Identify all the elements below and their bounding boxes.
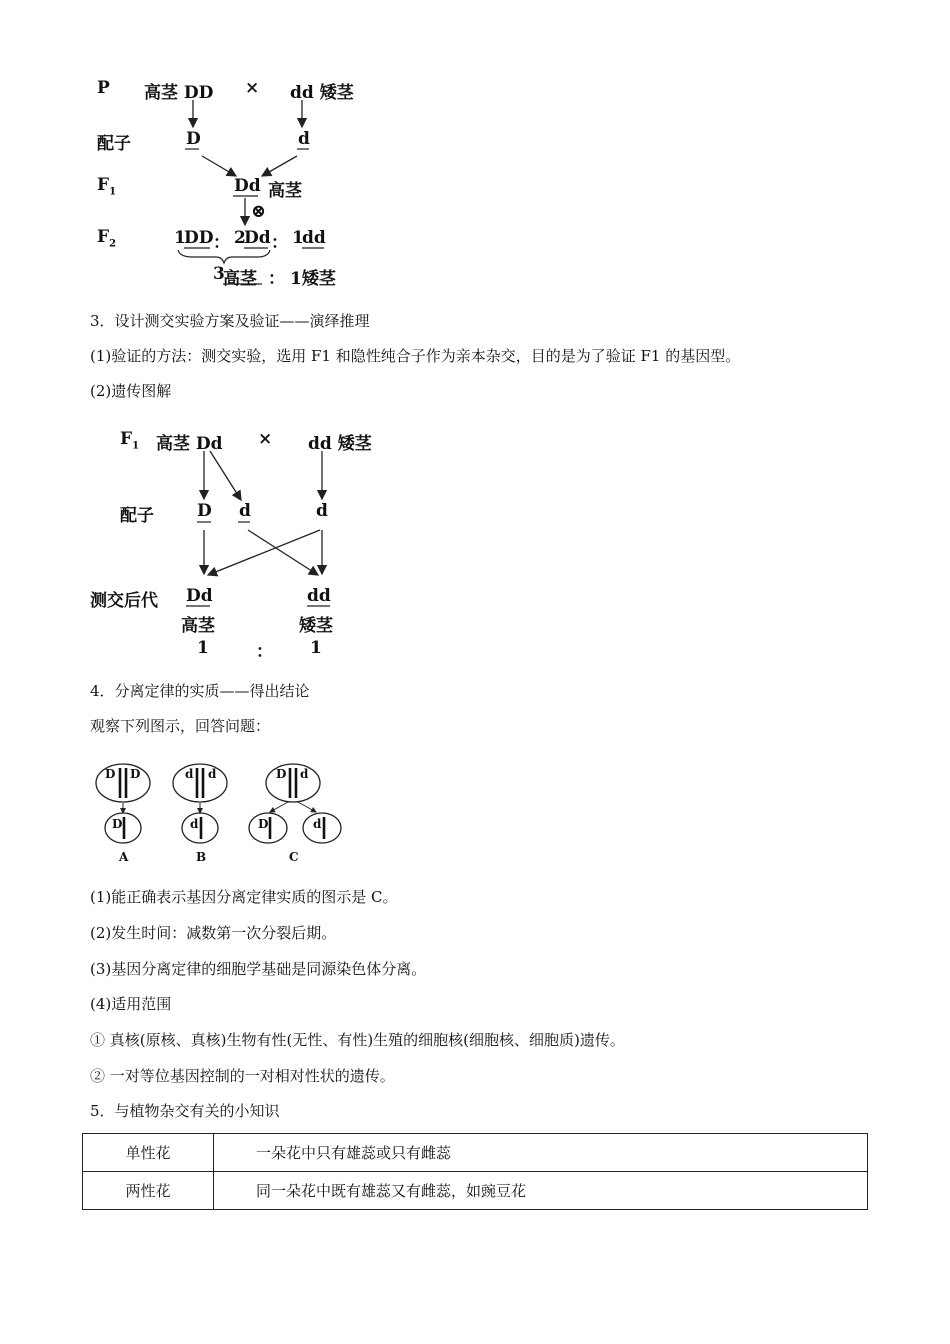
f1-sub: 1 (109, 186, 117, 198)
section-4-intro: 观察下列图示，回答问题： (90, 717, 271, 735)
section-3-heading: 3．设计测交实验方案及验证——演绎推理 (90, 312, 370, 330)
answer-1: (1)能正确表示基因分离定律实质的图示是 C。 (90, 888, 398, 906)
cell-A-bottom-allele: D (112, 817, 123, 831)
cell-C-bottom-right-allele: d (313, 817, 322, 831)
tc-cross-symbol: × (258, 429, 273, 449)
f2-genotype-dd: dd (302, 228, 326, 248)
tc-f1-label: $F_1$ (120, 429, 140, 452)
table-row (83, 1172, 868, 1210)
f2-n3: 1 (292, 228, 304, 248)
section-4-heading: 4．分离定律的实质——得出结论 (90, 682, 310, 700)
answer-3: (3)基因分离定律的细胞学基础是同源染色体分离。 (90, 960, 427, 978)
cell-B-bottom-allele: d (190, 817, 199, 831)
answer-4: (4)适用范围 (90, 995, 172, 1013)
tc-ratio-1: 1 (197, 638, 209, 658)
tc-offspring-1-genotype: Dd (186, 586, 213, 606)
table-row (83, 1134, 868, 1172)
cross-diagram-1-arrows (0, 0, 950, 300)
f2-n1: 1 (174, 228, 186, 248)
p-label: P (97, 78, 110, 98)
tc-right-parent: dd 矮茎 (308, 434, 372, 454)
tc-offspring-2-genotype: dd (307, 586, 331, 606)
tc-offspring-1-phenotype: 高茎 (181, 616, 215, 636)
f2-label: $F_2$ (97, 227, 117, 250)
gamete-left: D (186, 129, 201, 149)
tc-gamete-d-1: d (239, 501, 251, 521)
table-cell-term: 两性花 (83, 1172, 214, 1210)
cell-division-figure (90, 755, 360, 870)
cell-C-top-right-allele: d (300, 767, 309, 781)
tc-f1-sub: 1 (132, 440, 140, 452)
f2-n2: 2 (234, 228, 246, 248)
tc-gamete-d-2: d (316, 501, 328, 521)
table-cell-desc: 同一朵花中既有雄蕊又有雌蕊，如豌豆花 (214, 1172, 868, 1210)
answer-4-2: ② 一对等位基因控制的一对相对性状的遗传。 (90, 1067, 395, 1085)
f1-phenotype: 高茎 (268, 181, 302, 201)
table-cell-term: 单性花 (83, 1134, 214, 1172)
cross-diagram-1 (0, 0, 950, 300)
f1-genotype: Dd (234, 176, 261, 196)
cell-C-parent (266, 764, 320, 802)
p-cross-symbol: × (245, 78, 260, 98)
f2-genotype-Dd: Dd (244, 228, 271, 248)
ratio-n1: 3 (213, 264, 225, 284)
tc-ratio-colon: ： (256, 642, 273, 662)
f2-colon-2: ： (271, 233, 288, 253)
f2-sub: 2 (109, 238, 117, 250)
section-5-heading: 5．与植物杂交有关的小知识 (90, 1102, 280, 1120)
cell-B-label: B (196, 850, 207, 864)
cell-C-label: C (289, 850, 299, 864)
tc-offspring-label: 测交后代 (90, 591, 158, 611)
cell-C-bottom-left-allele: D (258, 817, 269, 831)
cell-A-top-left-allele: D (105, 767, 116, 781)
cell-A-top-right-allele: D (130, 767, 141, 781)
answer-4-1: ① 真核(原核、真核)生物有性(无性、有性)生殖的细胞核(细胞核、细胞质)遗传。 (90, 1031, 625, 1049)
answer-2: (2)发生时间：减数第一次分裂后期。 (90, 924, 337, 942)
test-cross-arrows (0, 420, 950, 665)
f1-label: $F_1$ (97, 175, 117, 198)
gamete-right: d (298, 129, 310, 149)
table-cell-desc: 一朵花中只有雄蕊或只有雌蕊 (214, 1134, 868, 1172)
ratio-colon: ： (268, 269, 285, 289)
cell-A-label: A (119, 850, 129, 864)
cell-B-parent (173, 764, 227, 802)
gamete-label: 配子 (97, 134, 131, 154)
flower-table (82, 1133, 868, 1210)
test-cross-diagram (0, 420, 950, 665)
f2-colon-1: ： (213, 233, 230, 253)
ratio-short: 1矮茎 (290, 269, 336, 289)
ratio-tall: 高茎 (223, 269, 257, 289)
cell-C-top-left-allele: D (276, 767, 287, 781)
tc-gamete-label: 配子 (120, 506, 154, 526)
self-cross-symbol: ⊗ (251, 201, 267, 222)
p-right-parent: dd 矮茎 (290, 83, 354, 103)
cell-C-daughter-right (303, 813, 341, 843)
tc-offspring-2-phenotype: 矮茎 (299, 616, 333, 636)
p-left-parent: 高茎 DD (144, 83, 214, 103)
section-3-item-1: (1)验证的方法：测交实验，选用 F1 和隐性纯合子作为亲本杂交，目的是为了验证 F1 的基因型。 (90, 347, 741, 365)
section-3-item-2: (2)遗传图解 (90, 382, 172, 400)
cell-B-top-right-allele: d (208, 767, 217, 781)
cell-B-top-left-allele: d (185, 767, 194, 781)
tc-ratio-2: 1 (310, 638, 322, 658)
f2-genotype-DD: DD (184, 228, 214, 248)
tc-left-parent: 高茎 Dd (156, 434, 223, 454)
tc-gamete-D: D (197, 501, 212, 521)
